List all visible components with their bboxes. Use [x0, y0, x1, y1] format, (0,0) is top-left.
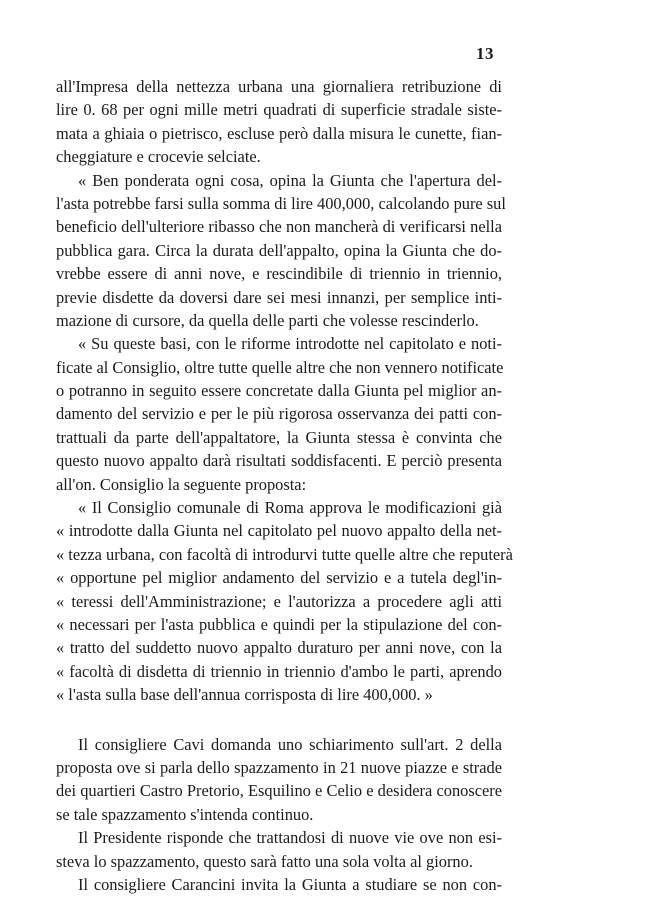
text-line: proposta ove si parla dello spazzamento in 21 nuove piazze e strade	[56, 757, 502, 777]
paragraph	[56, 496, 513, 707]
text-line: vrebbe essere di anni nove, e rescindibile di triennio in triennio,	[56, 264, 502, 284]
page-number: 13	[476, 44, 494, 63]
text-line: trattuali da parte dell'appaltatore, la Giunta stessa è convinta che	[56, 427, 502, 447]
text-line: mazione di cursore, da quella delle parti che volesse rescinderlo.	[56, 310, 479, 330]
text-line: beneficio dell'ulteriore ribasso che non mancherà di verificarsi nella	[56, 217, 502, 237]
text-line: « introdotte dalla Giunta nel capitolato pel nuovo appalto della net-	[56, 521, 502, 541]
text-line: l'asta potrebbe farsi sulla somma di lire 400,000, calcolando pure sul	[56, 193, 506, 213]
text-line: all'Impresa della nettezza urbana una giornaliera retribuzione di	[56, 77, 502, 96]
text-line: cheggiature e crocevie selciate.	[56, 147, 261, 167]
paragraph	[56, 733, 502, 827]
text-line: previe disdette da doversi dare sei mesi innanzi, per semplice inti-	[56, 287, 502, 307]
text-line: Il consigliere Carancini invita la Giunta a studiare se non con-	[78, 874, 502, 894]
text-line: « facoltà di disdetta di triennio in triennio d'ambo le parti, aprendo	[56, 661, 502, 681]
paragraph-spacer	[56, 707, 502, 733]
text-line: pubblica gara. Circa la durata dell'appalto, opina la Giunta che do-	[56, 240, 502, 260]
paragraph	[56, 826, 502, 873]
text-line: Il Presidente risponde che trattandosi di nuove vie ove non esi-	[78, 828, 502, 848]
text-line: mata a ghiaia o pietrisco, escluse però dalla misura le cunette, fian-	[56, 123, 502, 143]
text-line: « necessari per l'asta pubblica e quindi per la stipulazione del con-	[56, 614, 502, 634]
text-line: « Il Consiglio comunale di Roma approva le modificazioni già	[78, 498, 502, 518]
text-line: Il consigliere Cavi domanda uno schiarimento sull'art. 2 della	[78, 734, 502, 754]
text-line: all'on. Consiglio la seguente proposta:	[56, 474, 307, 494]
paragraph	[56, 873, 502, 896]
body-text	[56, 75, 513, 896]
text-line: dei quartieri Castro Pretorio, Esquilino e Celio e desidera conoscere	[56, 781, 502, 801]
paragraph	[56, 169, 506, 333]
text-line: « Su queste basi, con le riforme introdotte nel capitolato e noti-	[78, 334, 502, 354]
text-line: steva lo spazzamento, questo sarà fatto una sola volta al giorno.	[56, 851, 473, 871]
paragraph	[56, 332, 502, 496]
text-line: lire 0. 68 per ogni mille metri quadrati di superficie stradale siste-	[56, 100, 502, 120]
text-line: ficate al Consiglio, oltre tutte quelle altre che non vennero notificate	[56, 357, 504, 377]
text-line: « Ben ponderata ogni cosa, opina la Giunta che l'apertura del-	[78, 170, 502, 190]
text-line: « l'asta sulla base dell'annua corrisposta di lire 400,000. »	[56, 685, 433, 705]
text-line: se tale spazzamento s'intenda continuo.	[56, 804, 314, 824]
text-line: « teressi dell'Amministrazione; e l'autorizza a procedere agli atti	[56, 591, 502, 611]
text-line: « tezza urbana, con facoltà di introdurvi tutte quelle altre che reputerà	[56, 544, 513, 564]
text-line: « opportune pel miglior andamento del servizio e a tutela degl'in-	[56, 568, 502, 588]
text-line: damento del servizio e per le più rigorosa osservanza dei patti con-	[56, 404, 502, 424]
text-line: questo nuovo appalto darà risultati soddisfacenti. E perciò presenta	[56, 451, 502, 471]
text-line: « tratto del suddetto nuovo appalto duraturo per anni nove, con la	[56, 638, 502, 658]
paragraph	[56, 75, 502, 169]
text-line: o potranno in seguito essere concretate dalla Giunta pel miglior an-	[56, 381, 502, 401]
